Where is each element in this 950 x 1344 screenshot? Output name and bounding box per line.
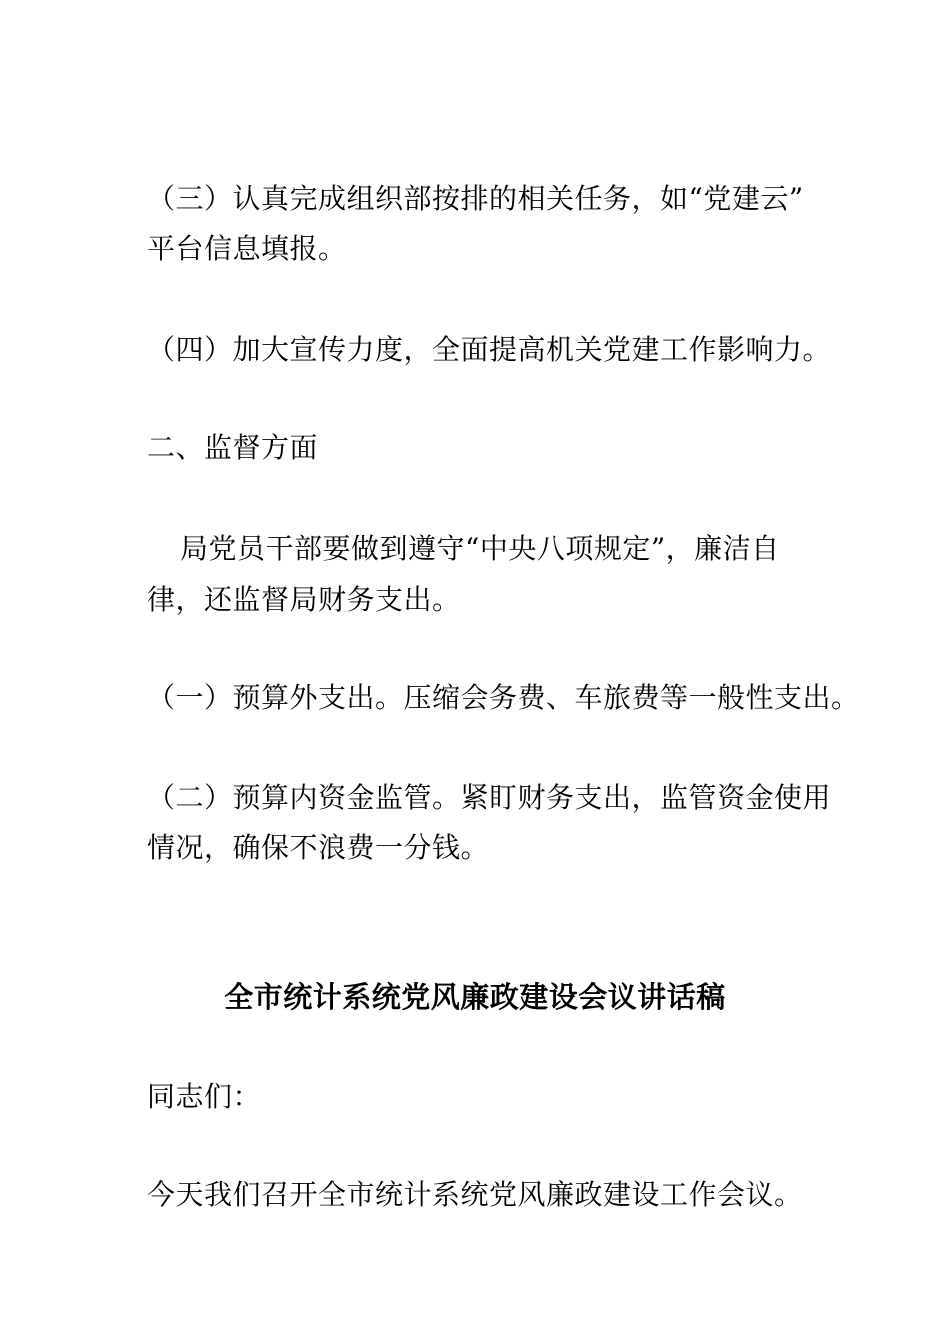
paragraph-line: （三）认真完成组织部按排的相关任务，如“党建云” — [147, 182, 804, 215]
paragraph-line: 律，还监督局财务支出。 — [147, 583, 461, 616]
paragraph-line: 平台信息填报。 — [147, 232, 347, 265]
section-heading: 二、监督方面 — [147, 431, 319, 464]
paragraph-line: （一）预算外支出。压缩会务费、车旅费等一般性支出。 — [147, 681, 860, 714]
opening-line: 今天我们召开全市统计系统党风廉政建设工作会议。 — [147, 1178, 803, 1211]
paragraph-line: 情况，确保不浪费一分钱。 — [147, 831, 490, 864]
salutation: 同志们： — [147, 1080, 262, 1113]
paragraph-line: （二）预算内资金监管。紧盯财务支出，监管资金使用 — [147, 781, 832, 814]
paragraph-line: （四）加大宣传力度，全面提高机关党建工作影响力。 — [147, 333, 832, 366]
speech-title: 全市统计系统党风廉政建设会议讲话稿 — [224, 980, 726, 1014]
paragraph-line: 局党员干部要做到遵守“中央八项规定”，廉洁自 — [180, 532, 780, 565]
